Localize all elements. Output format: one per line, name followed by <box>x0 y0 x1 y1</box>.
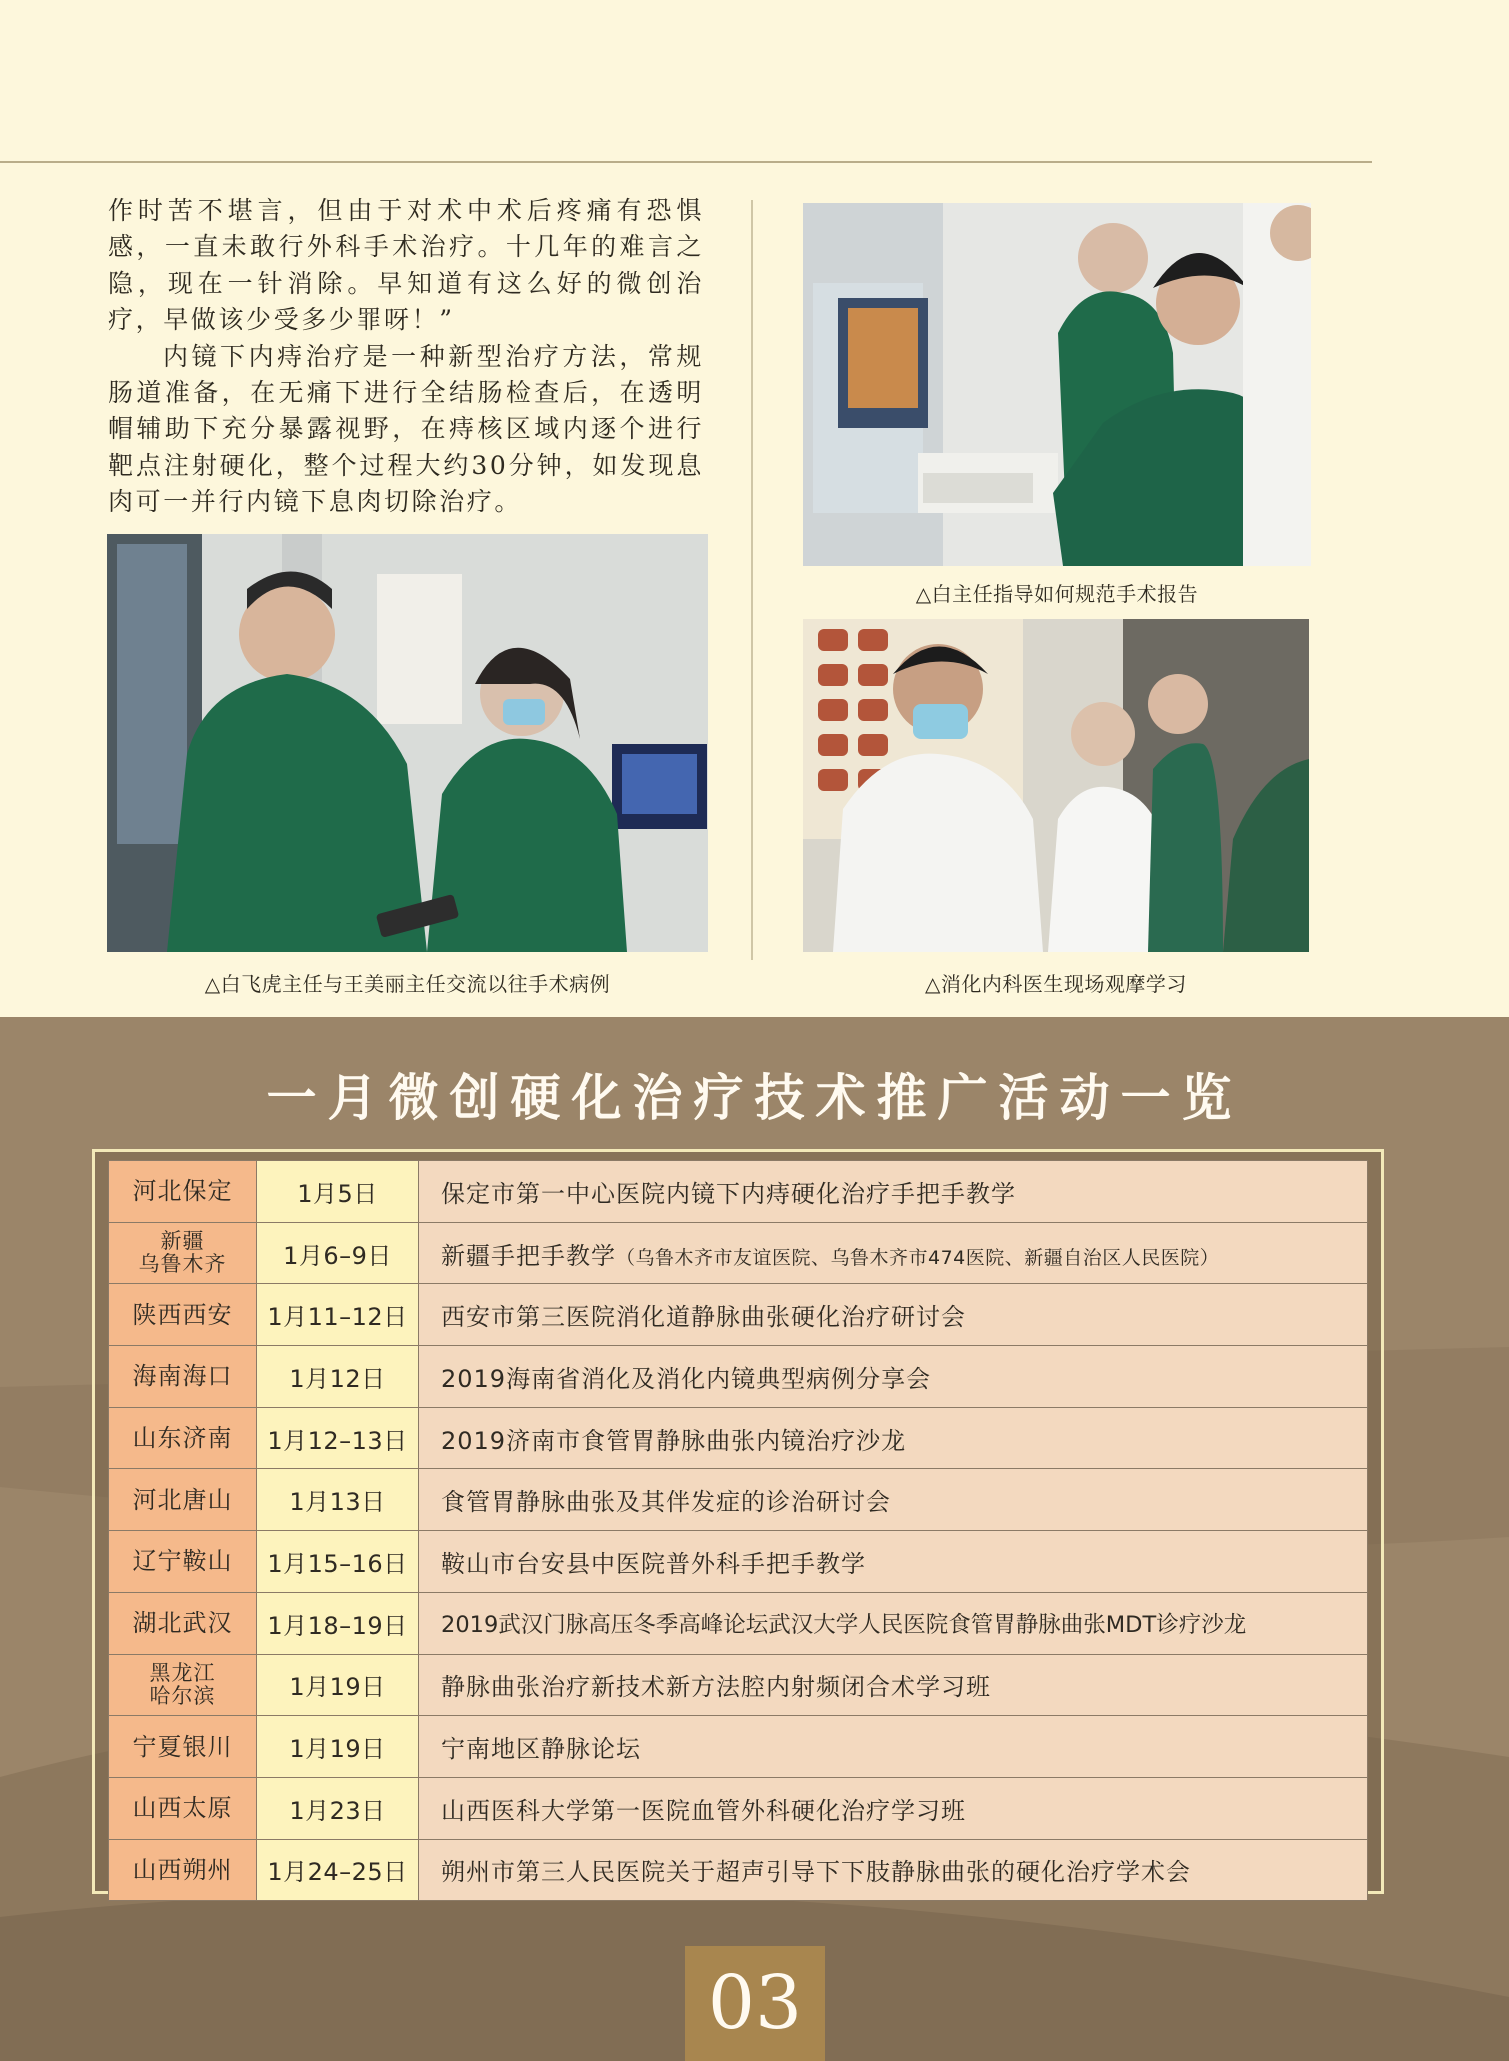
event-cell <box>419 1777 1368 1839</box>
location-cell: 河北保定 <box>109 1161 257 1223</box>
event-text: 新疆手把手教学 <box>441 1241 616 1270</box>
date-cell: 1月12日 <box>257 1346 419 1408</box>
table-row <box>109 1654 1368 1716</box>
table-row <box>109 1839 1368 1901</box>
top-divider-line <box>0 161 1372 163</box>
location-line: 新疆 <box>160 1229 205 1254</box>
date-cell: 1月15–16日 <box>257 1531 419 1593</box>
event-text: 食管胃静脉曲张及其伴发症的诊治研讨会 <box>441 1488 891 1517</box>
table-row <box>109 1469 1368 1531</box>
photo-surgery-report-guidance <box>803 203 1311 566</box>
page-number: 03 <box>685 1946 825 2061</box>
schedule-table <box>108 1160 1368 1901</box>
date-cell: 1月12–13日 <box>257 1407 419 1469</box>
location-cell: 海南海口 <box>109 1346 257 1408</box>
table-row <box>109 1284 1368 1346</box>
table-row <box>109 1777 1368 1839</box>
location-cell: 宁夏银川 <box>109 1716 257 1778</box>
photo-caption: △白飞虎主任与王美丽主任交流以往手术病例 <box>204 972 611 996</box>
location-cell <box>109 1654 257 1716</box>
photo-caption: △白主任指导如何规范手术报告 <box>915 582 1199 606</box>
table-row <box>109 1222 1368 1284</box>
location-cell: 河北唐山 <box>109 1469 257 1531</box>
article-body <box>108 193 704 521</box>
photo-doctors-observing <box>803 619 1309 952</box>
event-cell <box>419 1654 1368 1716</box>
event-text: 2019武汉门脉高压冬季高峰论坛武汉大学人民医院食管胃静脉曲张MDT诊疗沙龙 <box>441 1612 1247 1639</box>
event-text: 2019海南省消化及消化内镜典型病例分享会 <box>441 1364 932 1393</box>
table-row <box>109 1161 1368 1223</box>
date-cell: 1月18–19日 <box>257 1592 419 1654</box>
event-cell <box>419 1531 1368 1593</box>
location-cell: 辽宁鞍山 <box>109 1531 257 1593</box>
date-cell: 1月19日 <box>257 1716 419 1778</box>
location-cell: 山东济南 <box>109 1407 257 1469</box>
event-text: 鞍山市台安县中医院普外科手把手教学 <box>441 1549 866 1578</box>
event-cell <box>419 1222 1368 1284</box>
event-text: 西安市第三医院消化道静脉曲张硬化治疗研讨会 <box>441 1303 966 1332</box>
table-row <box>109 1407 1368 1469</box>
event-text: 朔州市第三人民医院关于超声引导下下肢静脉曲张的硬化治疗学术会 <box>441 1858 1191 1887</box>
photo-doctors-reviewing-cases <box>107 534 708 952</box>
event-text: 保定市第一中心医院内镜下内痔硬化治疗手把手教学 <box>441 1179 1016 1208</box>
location-cell: 山西朔州 <box>109 1839 257 1901</box>
table-row <box>109 1592 1368 1654</box>
event-text: 2019济南市食管胃静脉曲张内镜治疗沙龙 <box>441 1426 907 1455</box>
location-line: 乌鲁木齐 <box>138 1252 227 1277</box>
article-paragraph: 内镜下内痔治疗是一种新型治疗方法，常规肠道准备，在无痛下进行全结肠检查后，在透明帽辅助下充分暴露视野，在痔核区域内逐个进行靶点注射硬化，整个过程大约30分钟，如发现息肉可一并行内镜下息肉切除治疗。 <box>108 341 704 517</box>
photo-caption: △消化内科医生现场观摩学习 <box>925 972 1187 996</box>
schedule-title: 一月微创硬化治疗技术推广活动一览 <box>266 1068 1243 1127</box>
column-divider <box>751 200 753 960</box>
table-row <box>109 1716 1368 1778</box>
event-cell <box>419 1407 1368 1469</box>
event-text: 山西医科大学第一医院血管外科硬化治疗学习班 <box>441 1796 966 1825</box>
event-note: （乌鲁木齐市友谊医院、乌鲁木齐市474医院、新疆自治区人民医院） <box>616 1246 1220 1269</box>
date-cell: 1月11–12日 <box>257 1284 419 1346</box>
event-cell <box>419 1284 1368 1346</box>
article-paragraph: 作时苦不堪言，但由于对术中术后疼痛有恐惧感，一直未敢行外科手术治疗。十几年的难言之隐，现在一针消除。早知道有这么好的微创治疗，早做该少受多少罪呀！” <box>108 196 704 335</box>
event-cell <box>419 1592 1368 1654</box>
location-cell <box>109 1222 257 1284</box>
date-cell: 1月6–9日 <box>257 1222 419 1284</box>
date-cell: 1月13日 <box>257 1469 419 1531</box>
table-row <box>109 1531 1368 1593</box>
event-cell <box>419 1716 1368 1778</box>
date-cell: 1月24–25日 <box>257 1839 419 1901</box>
location-cell: 山西太原 <box>109 1777 257 1839</box>
event-cell <box>419 1839 1368 1901</box>
event-text: 宁南地区静脉论坛 <box>441 1735 641 1764</box>
location-line: 哈尔滨 <box>149 1683 216 1708</box>
event-cell <box>419 1161 1368 1223</box>
location-line: 黑龙江 <box>149 1660 216 1685</box>
location-cell: 湖北武汉 <box>109 1592 257 1654</box>
date-cell: 1月19日 <box>257 1654 419 1716</box>
event-cell <box>419 1469 1368 1531</box>
event-cell <box>419 1346 1368 1408</box>
date-cell: 1月23日 <box>257 1777 419 1839</box>
location-cell: 陕西西安 <box>109 1284 257 1346</box>
date-cell: 1月5日 <box>257 1161 419 1223</box>
table-row <box>109 1346 1368 1408</box>
event-text: 静脉曲张治疗新技术新方法腔内射频闭合术学习班 <box>441 1673 991 1702</box>
